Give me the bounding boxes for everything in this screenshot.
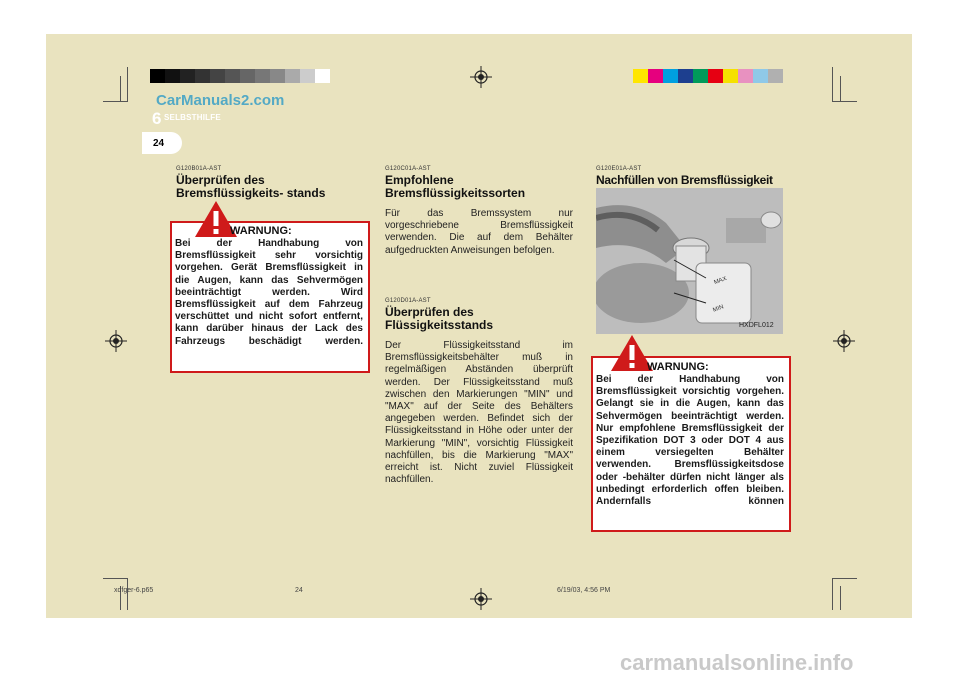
section-heading: Empfohlene Bremsflüssigkeitssorten	[385, 173, 526, 200]
grayscale-swatch	[180, 69, 195, 83]
color-swatch	[693, 69, 708, 83]
watermark-link[interactable]: CarManuals2.com	[156, 92, 285, 109]
grayscale-swatch	[255, 69, 270, 83]
warning-text: Bei der Handhabung von Bremsflüssigkeit vorsichtig vorgehen. Gelangt sie in die Augen, kann das Sehvermögen beeinträchtigt werden. Nur empfohlene Bremsflüssigkeit der Spezifikation DOT 3 oder DOT 4 aus einem versiegelten Behälter verwenden. Bremsflüssigkeitsdose oder -behälter dürfen nicht länger als unbedingt erforderlich offen bleiben. Andernfalls können	[596, 374, 784, 508]
section-body: Der Flüssigkeitsstand im Bremsflüssigkeitsbehälter muß in regelmäßigen Abständen überprüft werden. Der Flüssigkeitsstand muß zwischen den Markierungen "MIN" und "MAX" auf der Seite des Behälters angegeben werden. Befindet sich der Flüssigkeitsstand in Höhe oder unter der Markierung "MIN", vorsichtig Flüssigkeit nachfüllen, bis die Markierung "MAX" erreicht ist. Nicht zuviel Flüssigkeit nachfüllen.	[385, 340, 573, 486]
grayscale-swatch	[150, 69, 165, 83]
grayscale-swatch	[165, 69, 180, 83]
crop-mark	[840, 586, 841, 610]
grayscale-calibration-bar	[150, 69, 330, 83]
chapter-title: SELBSTHILFE	[164, 113, 221, 122]
color-swatch	[708, 69, 723, 83]
section-code: G120B01A-AST	[176, 166, 222, 172]
page-number: 24	[153, 138, 165, 149]
color-swatch	[663, 69, 678, 83]
crop-mark	[840, 76, 841, 102]
color-swatch	[678, 69, 693, 83]
section-recommended-fluids	[385, 166, 575, 257]
section-brake-fluid-level	[176, 166, 366, 200]
crop-mark	[832, 67, 833, 102]
section-code: G120C01A-AST	[385, 166, 431, 172]
footer-filename: xdfger-6.p65	[114, 587, 154, 594]
section-refill-brake-fluid	[596, 166, 786, 187]
color-calibration-bar	[633, 69, 783, 83]
color-swatch	[723, 69, 738, 83]
footer-timestamp: 6/19/03, 4:56 PM	[557, 587, 611, 594]
section-heading: Nachfüllen von Bremsflüssigkeit	[596, 173, 773, 187]
warning-title: WARNUNG:	[230, 225, 292, 237]
crop-mark	[832, 578, 857, 579]
grayscale-swatch	[300, 69, 315, 83]
registration-mark-icon	[833, 330, 855, 352]
crop-mark	[103, 101, 128, 102]
reservoir-illustration	[596, 188, 783, 334]
crop-mark	[832, 578, 833, 610]
section-heading: Überprüfen des Bremsflüssigkeits- stands	[176, 173, 326, 200]
section-heading: Überprüfen des Flüssigkeitsstands	[385, 305, 494, 332]
registration-mark-icon	[470, 66, 492, 88]
brake-fluid-reservoir-photo	[596, 188, 783, 334]
grayscale-swatch	[210, 69, 225, 83]
crop-mark	[103, 578, 128, 579]
color-swatch	[768, 69, 783, 83]
bottom-watermark-link[interactable]: carmanualsonline.info	[620, 650, 854, 675]
chapter-number: 6	[152, 109, 162, 128]
grayscale-swatch	[225, 69, 240, 83]
color-swatch	[648, 69, 663, 83]
section-code: G120E01A-AST	[596, 166, 642, 172]
crop-mark	[127, 67, 128, 102]
grayscale-swatch	[315, 69, 330, 83]
grayscale-swatch	[240, 69, 255, 83]
color-swatch	[633, 69, 648, 83]
image-label: HXDFL012	[739, 322, 774, 329]
crop-mark	[127, 578, 128, 610]
section-body: Für das Bremssystem nur vorgeschriebene Bremsflüssigkeit verwenden. Die auf dem Behälter aufgedruckten Anweisungen befolgen.	[385, 208, 573, 256]
grayscale-swatch	[195, 69, 210, 83]
warning-title: WARNUNG:	[647, 361, 709, 373]
grayscale-swatch	[285, 69, 300, 83]
registration-mark-icon	[470, 588, 492, 610]
color-swatch	[753, 69, 768, 83]
registration-mark-icon	[105, 330, 127, 352]
crop-mark	[120, 76, 121, 102]
max-marking: MAX	[713, 275, 728, 287]
grayscale-swatch	[270, 69, 285, 83]
section-code: G120D01A-AST	[385, 298, 431, 304]
footer-page: 24	[295, 587, 303, 594]
crop-mark	[832, 101, 857, 102]
section-fluid-level	[385, 298, 575, 486]
color-swatch	[738, 69, 753, 83]
min-marking: MIN	[712, 304, 725, 314]
warning-text: Bei der Handhabung von Bremsflüssigkeit sehr vorsichtig vorgehen. Gerät Bremsflüssigkeit in die Augen, kann das Sehvermögen beeinträchtigt werden. Wird Bremsflüssigkeit auf dem Fahrzeug verschüttet und nicht sofort entfernt, kann darüber hinaus der Lack des Fahrzeugs beschädigt werden.	[175, 238, 363, 347]
